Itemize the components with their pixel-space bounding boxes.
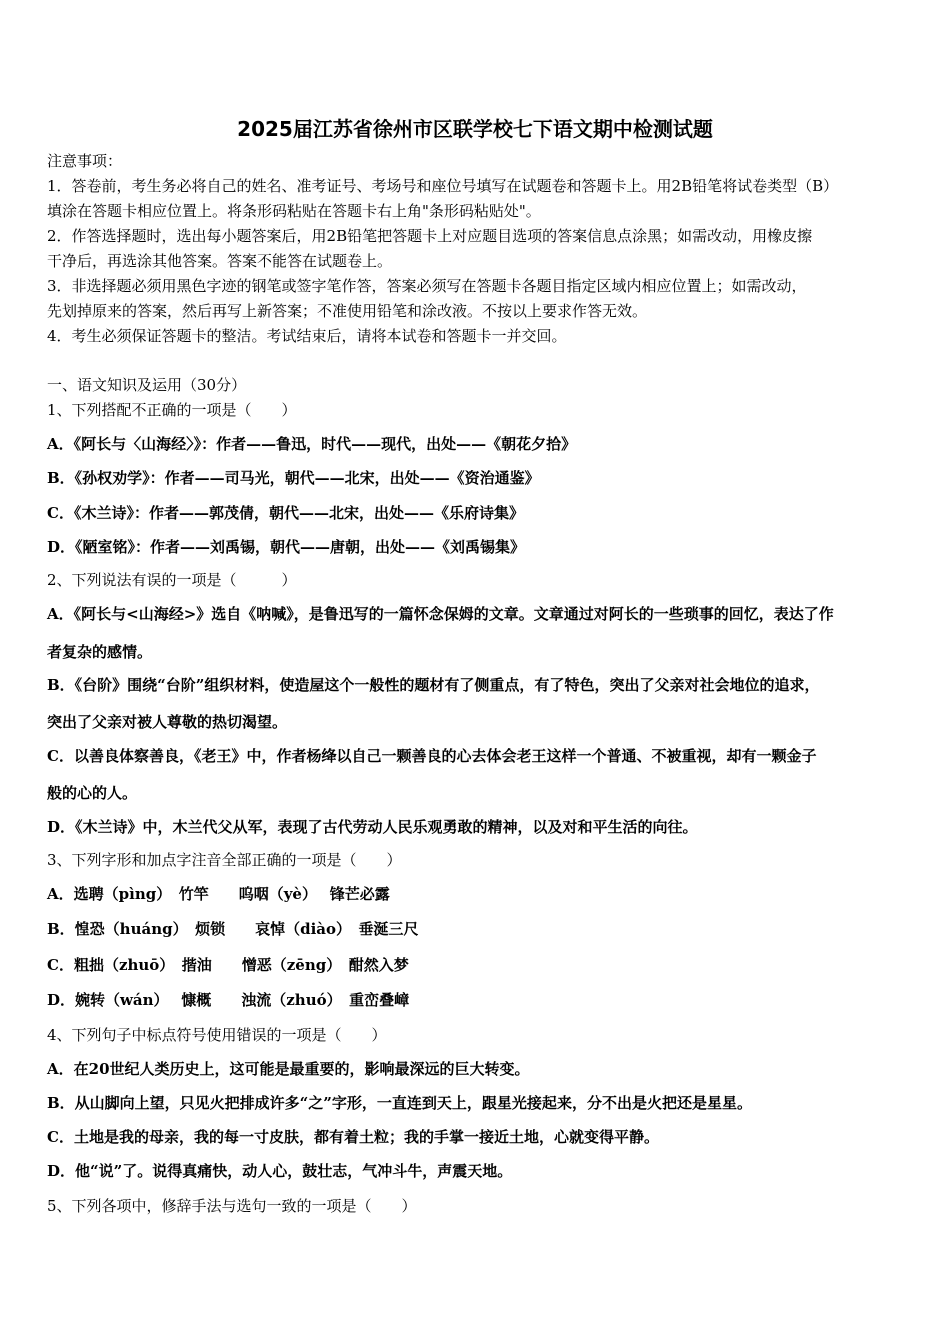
question-3-option-b: B．惶恐（huáng） 烦锁 哀悼（diào） 垂涎三尺 [47, 920, 419, 938]
question-1-option-b: B．《孙权劝学》：作者——司马光，朝代——北宋，出处——《资治通鉴》 [47, 469, 540, 487]
question-1-stem: 1、下列搭配不正确的一项是（ ） [47, 401, 297, 419]
question-3-option-c: C．粗拙（zhuō） 揩油 憎恶（zēng） 酣然入梦 [47, 956, 409, 974]
question-4-option-b: B．从山脚向上望，只见火把排成许多“之”字形，一直连到天上，跟星光接起来，分不出是火把还是星星。 [47, 1094, 752, 1112]
question-2-option-d: D．《木兰诗》中，木兰代父从军，表现了古代劳动人民乐观勇敢的精神，以及对和平生活的向往。 [47, 818, 698, 836]
question-4-option-c: C．土地是我的母亲，我的每一寸皮肤，都有着土粒；我的手掌一接近土地，心就变得平静。 [47, 1128, 659, 1146]
page-title: 2025届江苏省徐州市区联学校七下语文期中检测试题 [237, 117, 713, 141]
question-2-option-c-cont: 般的心的人。 [47, 784, 138, 802]
notice-line: 4．考生必须保证答题卡的整洁。考试结束后，请将本试卷和答题卡一并交回。 [47, 327, 567, 345]
question-2-option-b: B．《台阶》围绕“台阶”组织材料，使造屋这个一般性的题材有了侧重点，有了特色，突出了父亲对社会地位的追求， [47, 676, 820, 694]
question-5-stem: 5、下列各项中，修辞手法与选句一致的一项是（ ） [47, 1197, 417, 1215]
notice-line: 2．作答选择题时，选出每小题答案后，用2B铅笔把答题卡上对应题目选项的答案信息点涂黑；如需改动，用橡皮擦 [47, 227, 813, 245]
notice-heading: 注意事项： [47, 152, 123, 170]
question-2-option-c: C．以善良体察善良，《老王》中，作者杨绛以自己一颗善良的心去体会老王这样一个普通、不被重视，却有一颗金子 [47, 747, 817, 765]
notice-line: 先划掉原来的答案，然后再写上新答案；不准使用铅笔和涂改液。不按以上要求作答无效。 [47, 302, 648, 320]
question-2-stem: 2、下列说法有误的一项是（ ） [47, 571, 297, 589]
question-3-option-d: D．婉转（wán） 慷概 浊流（zhuó） 重峦叠嶂 [47, 991, 410, 1009]
question-2-option-a: A．《阿长与<山海经>》选自《呐喊》，是鲁迅写的一篇怀念保姆的文章。文章通过对阿长的一些琐事的回忆，表达了作 [47, 605, 834, 623]
question-3-stem: 3、下列字形和加点字注音全部正确的一项是（ ） [47, 851, 402, 869]
notice-line: 干净后，再选涂其他答案。答案不能答在试题卷上。 [47, 252, 393, 270]
section-heading: 一、语文知识及运用（30分） [47, 376, 247, 394]
question-1-option-c: C．《木兰诗》：作者——郭茂倩，朝代——北宋，出处——《乐府诗集》 [47, 504, 524, 522]
question-2-option-a-cont: 者复杂的感情。 [47, 643, 153, 661]
question-4-option-a: A．在20世纪人类历史上，这可能是最重要的，影响最深远的巨大转变。 [47, 1060, 530, 1078]
notice-line: 1．答卷前，考生务必将自己的姓名、准考证号、考场号和座位号填写在试题卷和答题卡上。用2B铅笔将试卷类型（B） [47, 177, 839, 195]
question-3-option-a: A．选聘（pìng） 竹竿 呜咽（yè） 锋芒必露 [47, 885, 390, 903]
question-1-option-d: D．《陋室铭》：作者——刘禹锡，朝代——唐朝，出处——《刘禹锡集》 [47, 538, 526, 556]
notice-line: 3．非选择题必须用黑色字迹的钢笔或签字笔作答，答案必须写在答题卡各题目指定区域内相应位置上；如需改动， [47, 277, 807, 295]
question-1-option-a: A．《阿长与〈山海经〉》：作者——鲁迅，时代——现代，出处——《朝花夕拾》 [47, 435, 577, 453]
question-2-option-b-cont: 突出了父亲对被人尊敬的热切渴望。 [47, 713, 288, 731]
question-4-stem: 4、下列句子中标点符号使用错误的一项是（ ） [47, 1026, 387, 1044]
question-4-option-d: D．他“说”了。说得真痛快，动人心，鼓壮志，气冲斗牛，声震天地。 [47, 1162, 513, 1180]
notice-line: 填涂在答题卡相应位置上。将条形码粘贴在答题卡右上角"条形码粘贴处"。 [47, 202, 541, 220]
